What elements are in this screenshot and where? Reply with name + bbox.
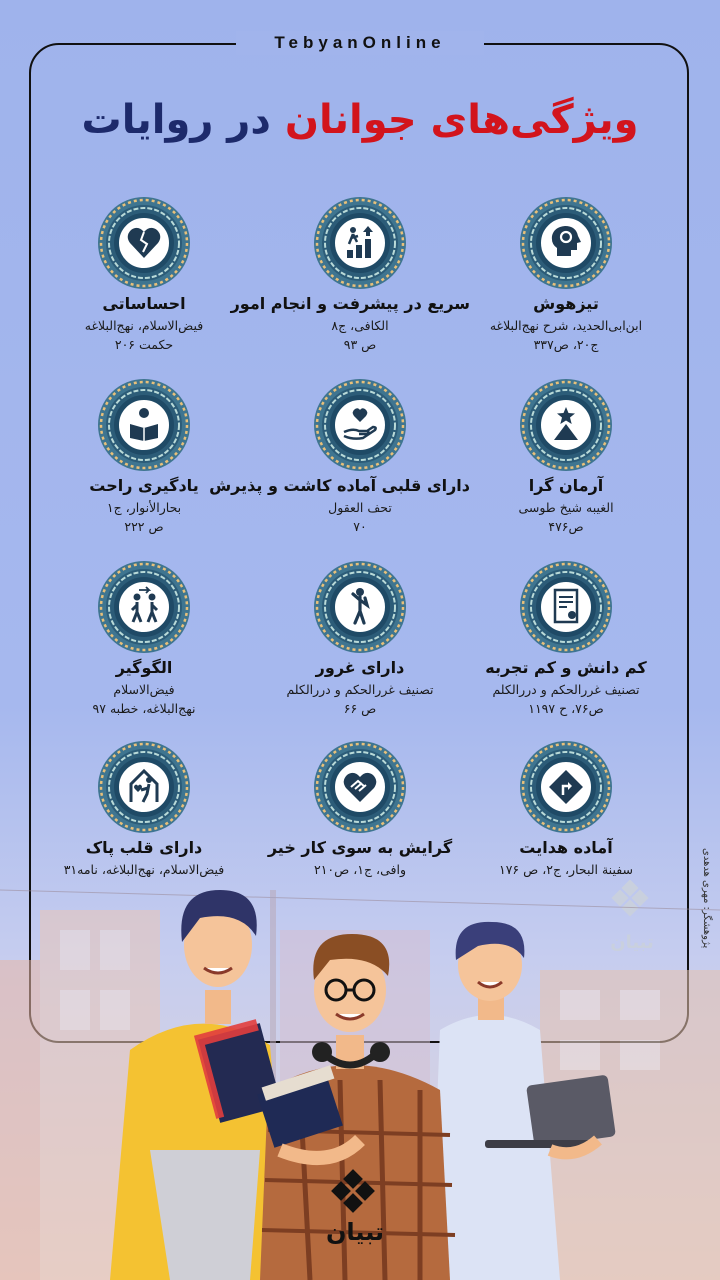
trait-source: وافی، ج۱، ص۲۱۰ [314,862,406,877]
trait-title: یادگیری راحت [89,476,199,495]
follow-people-icon [97,560,191,654]
turn-sign-icon [519,740,613,834]
trait-title: گرایش به سوی کار خیر [267,838,453,857]
trait-title: دارای قلبی آماده کاشت و پذیرش [209,476,470,495]
certificate-icon [519,560,613,654]
trait-card [230,196,470,354]
author-credit: پژوهشگر: مهری هدهدی [701,848,712,949]
trait-source: الکافی، ج۸ [331,318,389,333]
trait-card [34,560,254,718]
trait-card [34,196,254,354]
trait-source-ref: نهج‌البلاغه، خطبه ۹۷ [92,701,196,716]
trait-card [34,378,254,536]
trait-source: تصنیف غررالحکم و دررالکلم [286,682,434,697]
tebyan-logo-small-text: تبیان [610,932,654,953]
climbing-chart-icon [313,196,407,290]
trait-source: بحارالأنوار، ج۱ [106,500,182,515]
trait-title: تیزهوش [533,294,599,313]
trait-source: الغیبه شیخ طوسی [518,500,614,515]
trait-source: ابن‌ابی‌الحدید، شرح نهج‌البلاغه [489,318,643,333]
trait-title: سریع در پیشرفت و انجام امور [230,294,470,313]
trait-title: آرمان گرا [528,476,604,495]
trait-title: احساساتی [102,294,186,313]
trait-source: فیض‌الاسلام، نهج‌البلاغه، نامه۳۱ [63,862,225,877]
trait-source: تصنیف غررالحکم و دررالکلم [492,682,640,697]
reading-person-icon [97,378,191,472]
brain-gear-icon [519,196,613,290]
star-peak-icon [519,378,613,472]
broken-heart-icon [97,196,191,290]
trait-source: تحف العقول [328,500,392,515]
handshake-heart-icon [313,740,407,834]
trait-source: فیض‌الاسلام، نهج‌البلاغه [84,318,204,333]
title-navy-part: در روایات [81,97,271,143]
trait-source-ref: ص ۶۶ [343,701,377,716]
trait-title: کم دانش و کم تجربه [485,658,647,677]
trait-source-ref: ص۷۶، ح ۱۱۹۷ [528,701,604,716]
tebyan-logo-big-text: تبیان [325,1218,385,1246]
trait-title: الگوگیر [115,658,173,677]
trait-source-ref: ج۲۰، ص۳۳۷ [533,337,599,352]
title-red-part: ویژگی‌های جوانان [284,97,639,143]
trait-card [456,560,676,718]
trait-title: دارای غرور [315,658,405,677]
hand-heart-icon [313,378,407,472]
trait-card [209,378,470,536]
trait-card [456,196,676,354]
trait-card [456,378,676,536]
brand-header: TebyanOnline [236,31,484,55]
trait-source-ref: ص ۲۲۲ [124,519,164,534]
trait-title: دارای قلب پاک [85,838,203,857]
pure-heart-icon [97,740,191,834]
trait-title: آماده هدایت [519,838,613,857]
trait-source-ref: حکمت ۲۰۶ [114,337,174,352]
trait-source-ref: ۷۰ [353,519,367,534]
proud-person-icon [313,560,407,654]
trait-source: سفینة البحار، ج۲، ص ۱۷۶ [498,862,634,877]
trait-source-ref: ص۴۷۶ [548,519,584,534]
trait-card [250,560,470,718]
trait-source-ref: ص ۹۳ [343,337,377,352]
trait-source: فیض‌الاسلام [113,682,175,697]
students-illustration [0,850,720,1280]
